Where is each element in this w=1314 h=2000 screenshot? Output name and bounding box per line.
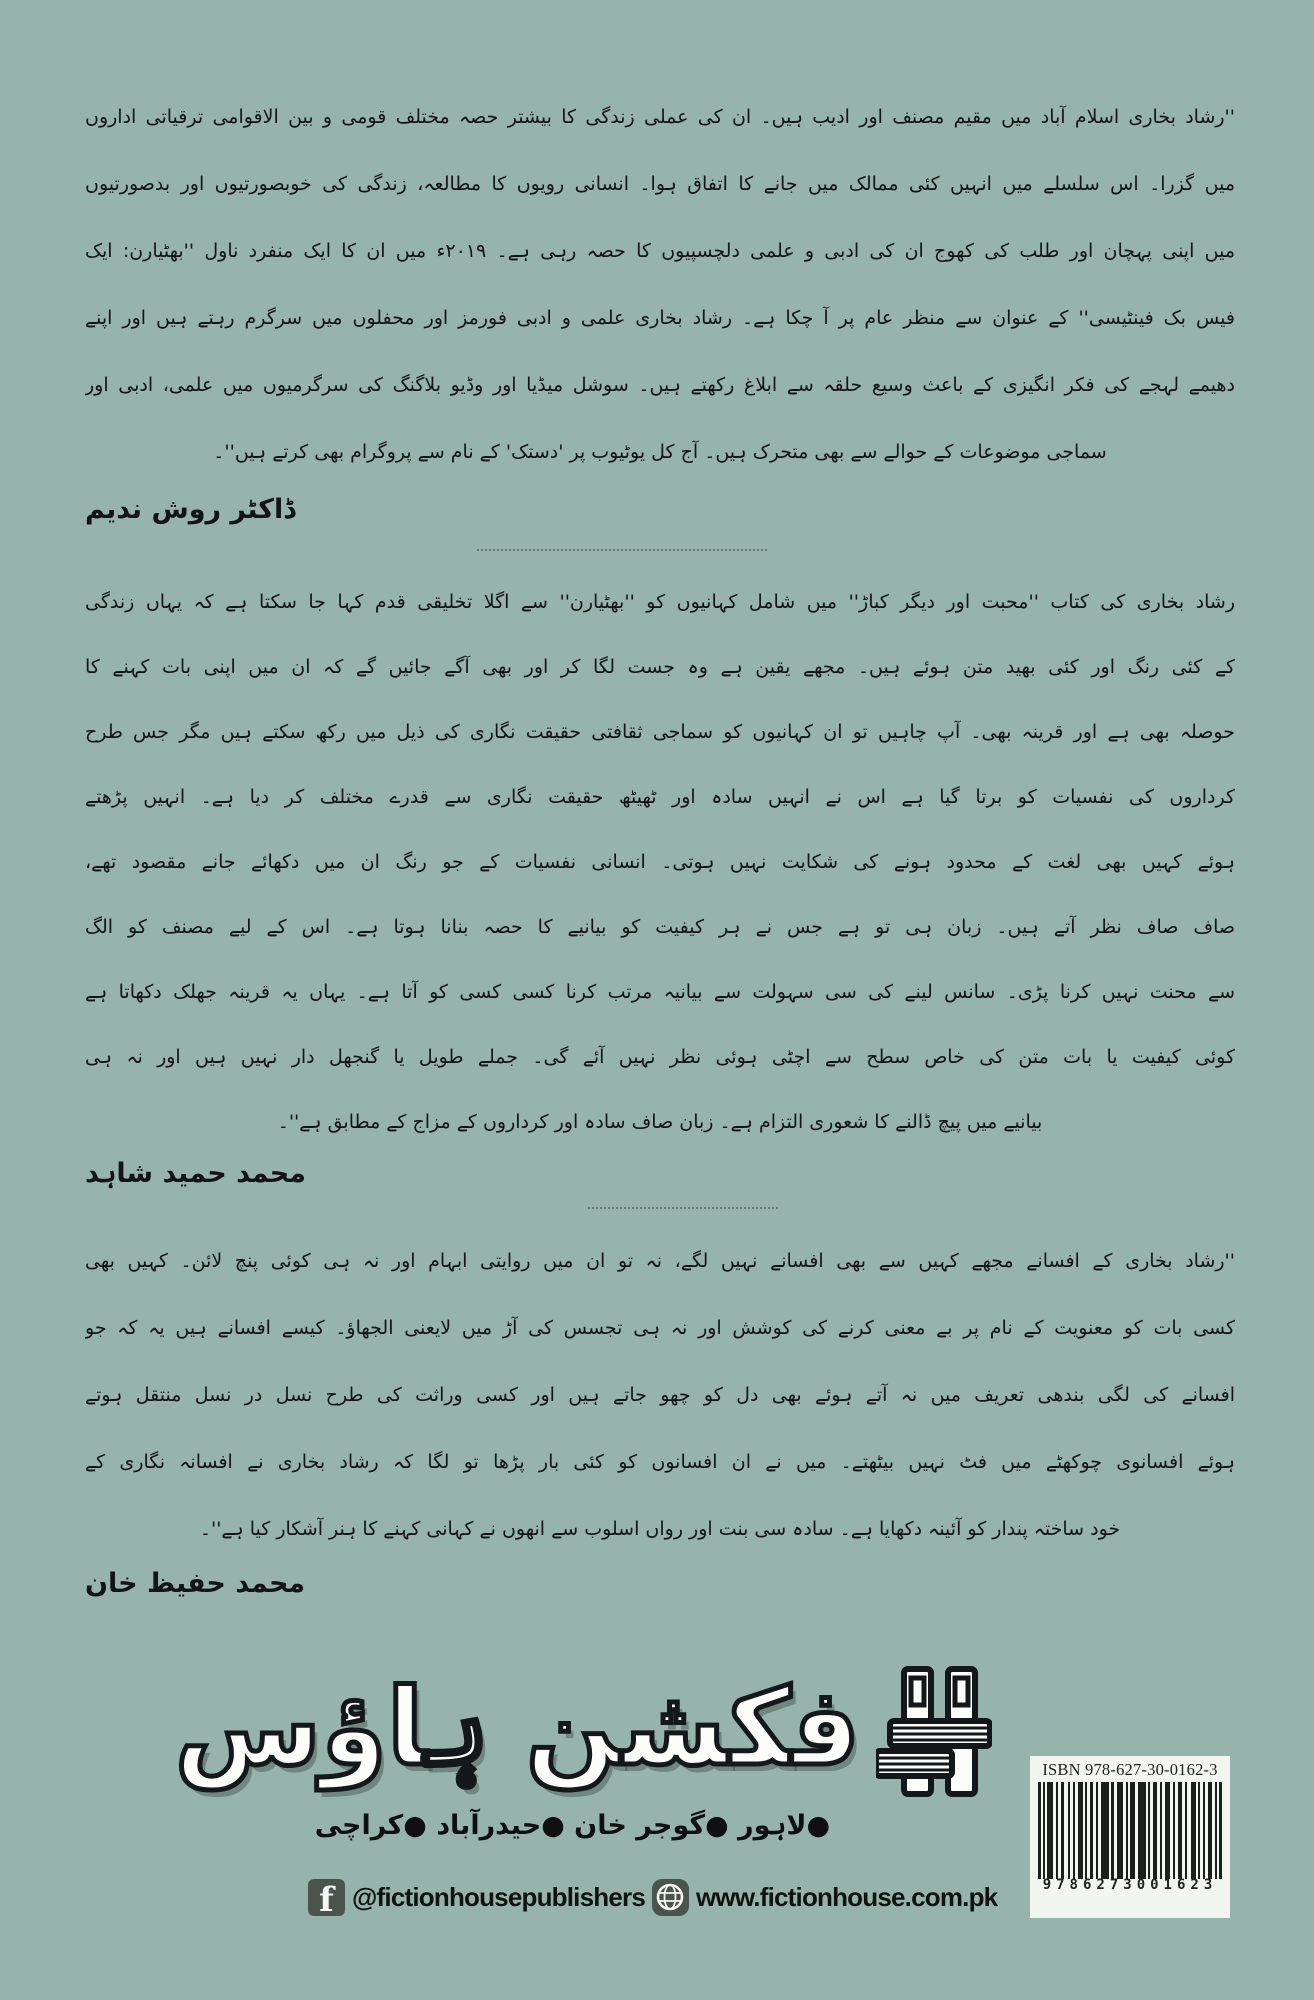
isbn-barcode-panel (1030, 1756, 1230, 1918)
blurb-quote-2 (85, 570, 1235, 1155)
publisher-contact-row (308, 1876, 997, 1918)
blurb-quote-3 (85, 1228, 1235, 1563)
isbn-label: ISBN 978-627-30-0162-3 (1042, 1760, 1218, 1779)
quote-line: رشاد بخاری کی کتاب ''محبت اور دیگر کباڑ'' میں شامل کہانیوں کو ''بھٹیارن'' سے اگلا تخلیقی قدم کہا جا سکتا ہے کہ یہاں زندگی (85, 591, 1235, 613)
quote-line: سے محنت نہیں کرنا پڑی۔ سانس لینے کی سی سہولت سے بیانیہ مرتب کرنا کسی کسی کو آتا ہے۔ یہاں یہ قرینہ جھلک دکھاتا ہے (85, 981, 1235, 1003)
isbn-ean-digits: 9786273001623 (1042, 1877, 1218, 1893)
publisher-logo-calligraphy: فکشن ہاؤس (174, 1666, 860, 1789)
quote-line: افسانے کی لگی بندھی تعریف میں نہ آتے ہوئے بھی دل کو چھو جاتے ہیں اور کسی وراثت کی طرح نسل در نسل منتقل ہوتے (85, 1384, 1235, 1406)
blurb-quote-1 (85, 84, 1235, 486)
quote-line: ہوئے افسانوی چوکھٹے میں فٹ نہیں بیٹھتے۔ میں نے ان افسانوں کو کئی بار پڑھا تو لگا کہ رشاد بخاری نے افسانہ نگاری کے (85, 1451, 1235, 1473)
quote-line: فیس بک فینٹیسی'' کے عنوان سے منظر عام پر آ چکا ہے۔ رشاد بخاری علمی و ادبی فورمز اور محفلوں میں سرگرم رہتے ہیں اور اپنے (85, 307, 1235, 329)
quote-line: ''رشاد بخاری اسلام آباد میں مقیم مصنف اور ادیب ہیں۔ ان کی عملی زندگی کا بیشتر حصہ مختلف قومی و بین الاقوامی ترقیاتی اداروں (85, 106, 1235, 128)
quote-line: سماجی موضوعات کے حوالے سے بھی متحرک ہیں۔ آج کل یوٹیوب پر 'دستک' کے نام سے پروگرام بھی کرتے ہیں''۔ (213, 441, 1107, 463)
attribution-muhammad-hafeez-khan: محمد حفیظ خان (85, 1568, 306, 1599)
quote-line: کے کئی رنگ اور کئی بھید متن ہوئے ہیں۔ مجھے یقین ہے وہ جست لگا کر اور بھی آگے جائیں گے کہ ان میں اپنی بات کہنے کا (85, 656, 1235, 678)
globe-icon (652, 1879, 689, 1916)
quote-line: کسی بات کو معنویت کے نام پر بے معنی کرنے کی کوشش اور نہ ہی تجسس کی آڑ میں لایعنی الجھاؤ۔ کیسے افسانے ہیں یہ کہ جو (85, 1317, 1235, 1339)
barcode-bars-icon (1038, 1782, 1222, 1879)
quote-line: حوصلہ بھی ہے اور قرینہ بھی۔ آپ چاہیں تو ان کہانیوں کو سماجی ثقافتی حقیقت نگاری کی ذیل میں رکھ سکتے ہیں مگر جس طرح (85, 721, 1235, 743)
quote-line: خود ساختہ پندار کو آئینہ دکھایا ہے۔ سادہ سی بنت اور رواں اسلوب سے انھوں نے کہانی کہنے کا ہنر آشکار کیا ہے''۔ (199, 1518, 1121, 1540)
attribution-dr-ravish-nadeem: ڈاکٹر روش ندیم (85, 494, 296, 525)
facebook-icon: f (308, 1879, 345, 1916)
section-divider (588, 1207, 778, 1209)
facebook-handle: @fictionhousepublishers (352, 1881, 645, 1912)
quote-line: بیانیے میں پیچ ڈالنے کا شعوری التزام ہے۔ زبان صاف سادہ اور کرداروں کے مزاج کے مطابق ہے''۔ (277, 1111, 1043, 1133)
quote-line: میں گزرا۔ اس سلسلے میں انہیں کئی ممالک میں جانے کا اتفاق ہوا۔ انسانی رویوں کا مطالعہ، زندگی کی خوبصورتیوں اور بدصورتیوں (85, 173, 1235, 195)
quote-line: صاف صاف نظر آتے ہیں۔ زبان ہی تو ہے جس نے ہر کیفیت کو بیانیے کا حصہ بنانا ہوتا ہے۔ اس کے لیے مصنف کو الگ (85, 916, 1235, 938)
quote-line: ہوئے کہیں بھی لغت کے محدود ہونے کی شکایت نہیں ہوتی۔ انسانی نفسیات کے جو رنگ ان میں دکھائے جانے مقصود تھے، (85, 851, 1235, 873)
quote-line: ''رشاد بخاری کے افسانے مجھے کہیں سے بھی افسانے نہیں لگے، نہ تو ان میں روایتی ابہام اور نہ ہی کوئی پنچ لائن۔ کہیں بھی (85, 1250, 1235, 1272)
attribution-muhammad-hameed-shahid: محمد حمید شاہد (85, 1158, 306, 1189)
quote-line: میں اپنی پہچان اور طلب کی کھوج ان کی ادبی و علمی دلچسپیوں کا حصہ رہی ہے۔ ۲۰۱۹ء میں ان کا ایک منفرد ناول ''بھٹیارن: ایک (85, 240, 1235, 262)
books-stack-icon (876, 1666, 992, 1800)
publisher-website: www.fictionhouse.com.pk (695, 1881, 998, 1912)
quote-line: کوئی کیفیت یا بات متن کی خاص سطح سے اچٹی ہوئی نظر نہیں آئے گی۔ جملے طویل یا گنجھل دار نہیں ہیں اور نہ ہی (85, 1046, 1235, 1068)
quote-line: دھیمے لہجے کی فکر انگیزی کے باعث وسیع حلقہ سے ابلاغ رکھتے ہیں۔ سوشل میڈیا اور وڈیو بلاگنگ کی سرگرمیوں میں علمی، ادبی اور (85, 374, 1235, 396)
publisher-cities: ●لاہور ●گوجر خان ●حیدرآباد ●کراچی (314, 1810, 830, 1841)
section-divider (477, 549, 767, 551)
quote-line: کرداروں کی نفسیات کو برتا گیا ہے اس نے انہیں سادہ اور ٹھیٹھ حقیقت نگاری سے قدرے مختلف کر دیا ہے۔ انہیں پڑھتے (85, 786, 1235, 808)
